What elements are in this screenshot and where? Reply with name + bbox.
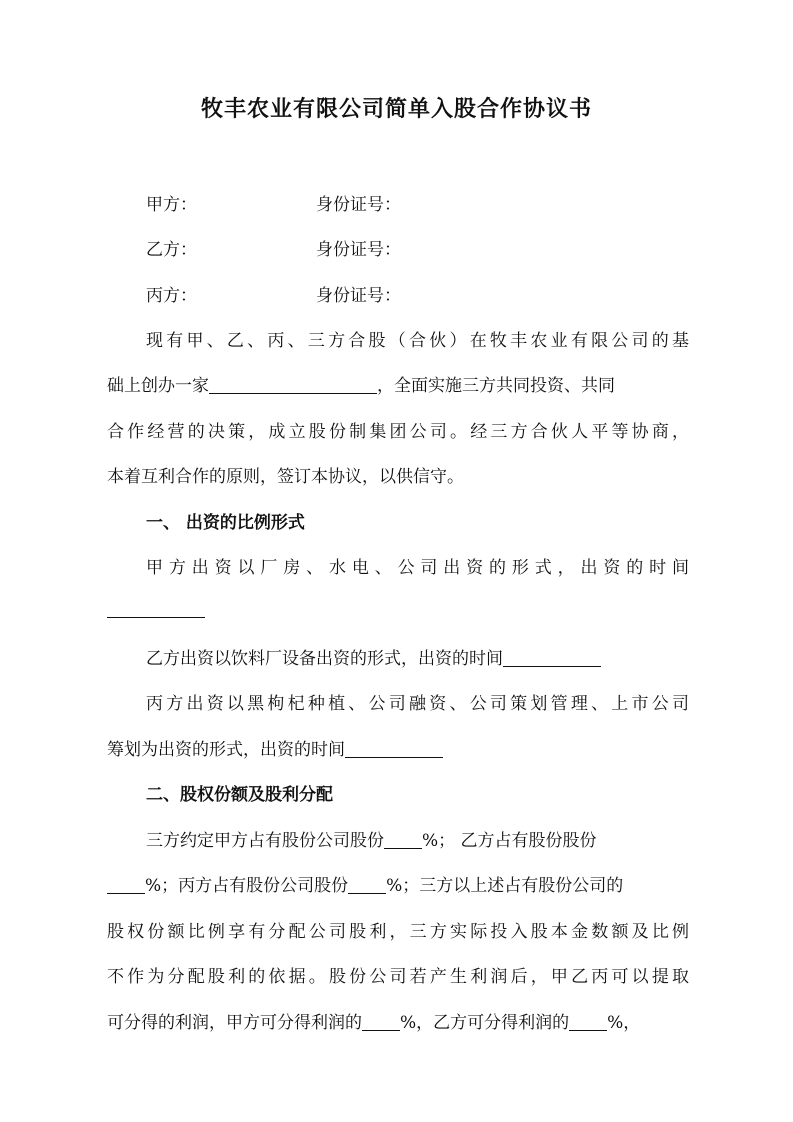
party-c-label: 丙方： — [146, 286, 197, 306]
section-2-line-5-mid: %，乙方可分得利润的 — [400, 1013, 570, 1033]
intro-line-1: 现有甲、乙、丙、三方合股（合伙）在牧丰农业有限公司的基 — [146, 331, 689, 351]
company-name-blank — [209, 375, 377, 394]
intro-line-2 — [107, 371, 689, 396]
section-2-line-1-end: %； 乙方占有股份股份 — [422, 831, 597, 851]
section-2-line-2-mid: %；丙方占有股份公司股份 — [145, 876, 349, 896]
party-c-id-label: 身份证号： — [316, 286, 401, 306]
section-2-line-5 — [107, 1008, 689, 1033]
section-1-line-a: 甲方出资以厂房、水电、公司出资的形式，出资的时间 — [146, 558, 689, 578]
intro-line-4: 本着互利合作的原则，签订本协议，以供信守。 — [107, 467, 464, 487]
party-a-label: 甲方： — [146, 195, 197, 215]
party-b-share-blank — [107, 875, 145, 894]
section-2-line-3: 股权份额比例享有分配公司股利，三方实际投入股本金数额及比例 — [107, 922, 689, 942]
section-2-line-5-start: 可分得的利润，甲方可分得利润的 — [107, 1013, 362, 1033]
section-2-line-1-start: 三方约定甲方占有股份公司股份 — [146, 831, 384, 851]
intro-line-3: 合作经营的决策，成立股份制集团公司。经三方合伙人平等协商， — [107, 422, 689, 442]
section-2-line-2-end: %；三方以上述占有股份公司的 — [386, 876, 624, 896]
section-2-heading: 二、股权份额及股利分配 — [146, 785, 333, 805]
party-a-id-label: 身份证号： — [316, 195, 401, 215]
document-title: 牧丰农业有限公司简单入股合作协议书 — [200, 96, 592, 122]
section-1-line-b-text: 乙方出资以饮料厂设备出资的形式，出资的时间 — [146, 649, 503, 669]
section-2-line-1 — [146, 826, 689, 851]
section-1-line-c2-text: 筹划为出资的形式，出资的时间 — [107, 740, 345, 760]
party-b-time-blank — [503, 648, 601, 667]
section-1-line-a-cont — [107, 599, 205, 620]
party-a-profit-blank — [362, 1012, 400, 1031]
party-b-profit-blank — [569, 1012, 607, 1031]
party-c-share-blank — [348, 875, 386, 894]
intro-line-2-start: 础上创办一家 — [107, 376, 209, 396]
section-1-line-c1: 丙方出资以黑枸杞种植、公司融资、公司策划管理、上市公司 — [146, 694, 689, 714]
party-b-id-label: 身份证号： — [316, 240, 401, 260]
intro-line-2-end: ，全面实施三方共同投资、共同 — [377, 376, 615, 396]
party-a-time-blank — [107, 599, 205, 618]
section-1-line-b — [146, 644, 601, 669]
section-2-line-2 — [107, 871, 689, 896]
section-2-line-4: 不作为分配股利的依据。股份公司若产生利润后，甲乙丙可以提取 — [107, 967, 689, 987]
party-b-label: 乙方： — [146, 240, 197, 260]
section-1-line-c2 — [107, 735, 443, 760]
section-1-heading: 一、 出资的比例形式 — [146, 513, 305, 533]
party-a-share-blank — [384, 830, 422, 849]
party-c-time-blank — [345, 739, 443, 758]
section-2-line-5-end: %， — [607, 1013, 641, 1033]
